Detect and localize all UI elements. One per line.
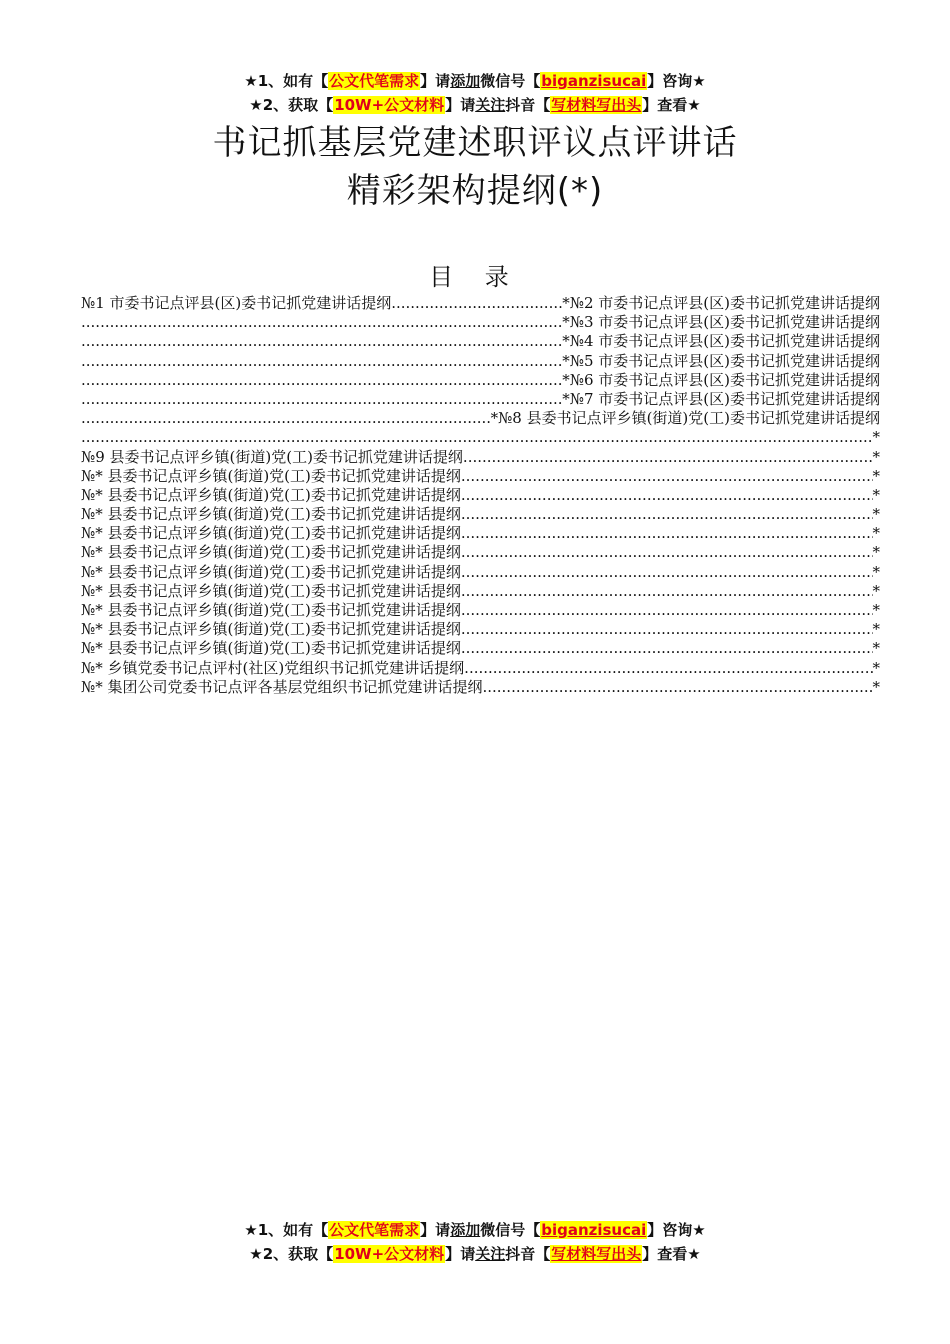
toc-page-number: * <box>872 543 880 562</box>
toc-entry[interactable] <box>81 563 880 582</box>
banner-underlined-text: 关注 <box>475 96 506 114</box>
banner-wechat-id: biganzisucai <box>541 1221 647 1239</box>
bottom-banner <box>0 1218 950 1266</box>
toc-dot-leader <box>81 313 562 332</box>
toc-entry[interactable] <box>81 352 880 371</box>
banner-text: 微信号【 <box>480 72 541 90</box>
toc-entry[interactable] <box>81 601 880 620</box>
toc-dot-leader <box>81 371 562 390</box>
toc-dot-leader <box>461 505 873 524</box>
toc-dot-leader <box>461 620 873 639</box>
banner-line-2 <box>0 93 950 117</box>
banner-text: 】咨询★ <box>647 1221 706 1239</box>
toc-entry[interactable] <box>81 332 880 351</box>
banner-text: ★1、如有【 <box>244 1221 329 1239</box>
banner-wechat-id: biganzisucai <box>541 72 647 90</box>
toc-entry[interactable] <box>81 448 880 467</box>
toc-entry[interactable] <box>81 659 880 678</box>
banner-text: 】请 <box>445 96 476 114</box>
toc-entry-label: №* 县委书记点评乡镇(街道)党(工)委书记抓党建讲话提纲 <box>81 505 461 524</box>
table-of-contents <box>81 294 880 697</box>
toc-entry-label: №7 市委书记点评县(区)委书记抓党建讲话提纲 <box>569 389 880 408</box>
toc-dot-leader <box>482 678 872 697</box>
banner-text: 抖音【 <box>505 96 551 114</box>
toc-entry[interactable] <box>81 428 880 447</box>
banner-highlight: 写材料写出头 <box>551 1245 642 1263</box>
document-title-line-1: 书记抓基层党建述职评议点评讲话 <box>212 123 738 163</box>
banner-text: 】咨询★ <box>647 72 706 90</box>
toc-dot-leader <box>461 639 873 658</box>
toc-page-number: * <box>562 332 570 351</box>
toc-page-number: * <box>872 485 880 504</box>
toc-entry-label: №* 县委书记点评乡镇(街道)党(工)委书记抓党建讲话提纲 <box>81 466 461 485</box>
banner-text: 】查看★ <box>642 96 701 114</box>
toc-page-number: * <box>872 524 880 543</box>
banner-highlight: 公文代笔需求 <box>329 72 420 90</box>
toc-dot-leader <box>461 524 873 543</box>
toc-entry-label: №* 县委书记点评乡镇(街道)党(工)委书记抓党建讲话提纲 <box>81 639 461 658</box>
toc-wrapped-entries <box>81 294 880 448</box>
toc-dot-leader <box>461 582 873 601</box>
toc-entry[interactable] <box>81 294 880 313</box>
toc-entry-label: №* 县委书记点评乡镇(街道)党(工)委书记抓党建讲话提纲 <box>81 562 461 581</box>
banner-text: ★2、获取【 <box>249 1245 334 1263</box>
document-title <box>0 119 950 215</box>
toc-entry-label: №* 乡镇党委书记点评村(社区)党组织书记抓党建讲话提纲 <box>81 658 465 677</box>
top-banner <box>0 69 950 117</box>
toc-heading: 目 录 <box>429 263 521 291</box>
toc-entry-label: №* 县委书记点评乡镇(街道)党(工)委书记抓党建讲话提纲 <box>81 620 461 639</box>
toc-entry[interactable] <box>81 313 880 332</box>
toc-entry[interactable] <box>81 582 880 601</box>
toc-entry-label: №* 集团公司党委书记点评各基层党组织书记抓党建讲话提纲 <box>81 677 483 696</box>
banner-highlight: 公文代笔需求 <box>329 1221 420 1239</box>
toc-entries <box>81 448 880 697</box>
banner-underlined-text: 添加 <box>450 72 481 90</box>
toc-entry-label: №* 县委书记点评乡镇(街道)党(工)委书记抓党建讲话提纲 <box>81 524 461 543</box>
banner-text: ★1、如有【 <box>244 72 329 90</box>
toc-dot-leader <box>461 563 873 582</box>
toc-entry-label: №8 县委书记点评乡镇(街道)党(工)委书记抓党建讲话提纲 <box>498 409 880 428</box>
toc-dot-leader <box>464 659 872 678</box>
toc-dot-leader <box>81 352 562 371</box>
toc-page-number: * <box>872 677 880 696</box>
toc-page-number: * <box>872 447 880 466</box>
toc-page-number: * <box>562 294 570 312</box>
toc-entry[interactable] <box>81 543 880 562</box>
banner-text: 】请 <box>445 1245 476 1263</box>
banner-underlined-text: 关注 <box>475 1245 506 1263</box>
banner-line-1 <box>0 69 950 93</box>
banner-text: ★2、获取【 <box>249 96 334 114</box>
toc-dot-leader <box>81 390 562 409</box>
toc-entry[interactable] <box>81 524 880 543</box>
toc-entry-label: №3 市委书记点评县(区)委书记抓党建讲话提纲 <box>569 313 880 332</box>
toc-entry-label: №5 市委书记点评县(区)委书记抓党建讲话提纲 <box>569 351 880 370</box>
toc-dot-leader <box>81 428 873 447</box>
toc-entry-label: №* 县委书记点评乡镇(街道)党(工)委书记抓党建讲话提纲 <box>81 543 461 562</box>
toc-dot-leader <box>81 409 491 428</box>
document-title-line-2: 精彩架构提纲(*) <box>346 171 604 211</box>
banner-text: 】请 <box>420 1221 451 1239</box>
toc-page-number: * <box>562 389 570 408</box>
toc-entry[interactable] <box>81 390 880 409</box>
toc-page-number: * <box>490 409 499 428</box>
toc-entry-label: №1 市委书记点评县(区)委书记抓党建讲话提纲 <box>81 294 392 312</box>
toc-entry-label: №9 县委书记点评乡镇(街道)党(工)委书记抓党建讲话提纲 <box>81 447 463 466</box>
banner-text: 】查看★ <box>642 1245 701 1263</box>
toc-entry[interactable] <box>81 371 880 390</box>
toc-entry-label: №4 市委书记点评县(区)委书记抓党建讲话提纲 <box>569 332 880 351</box>
toc-page-number: * <box>872 466 880 485</box>
toc-entry[interactable] <box>81 678 880 697</box>
toc-entry-label: №2 市委书记点评县(区)委书记抓党建讲话提纲 <box>569 294 880 312</box>
toc-entry-label: №6 市委书记点评县(区)委书记抓党建讲话提纲 <box>569 370 880 389</box>
toc-dot-leader <box>81 332 562 351</box>
toc-entry[interactable] <box>81 409 880 428</box>
toc-entry-label: №* 县委书记点评乡镇(街道)党(工)委书记抓党建讲话提纲 <box>81 601 461 619</box>
toc-page-number: * <box>562 351 570 370</box>
toc-dot-leader <box>391 294 562 313</box>
toc-dot-leader <box>463 448 873 467</box>
toc-page-number: * <box>562 313 570 332</box>
banner-highlight: 10W+公文材料 <box>334 96 445 114</box>
toc-dot-leader <box>461 543 873 562</box>
banner-highlight: 10W+公文材料 <box>334 1245 445 1263</box>
toc-dot-leader <box>461 486 873 505</box>
banner-underlined-text: 添加 <box>450 1221 481 1239</box>
toc-page-number: * <box>872 620 880 639</box>
banner-text: 微信号【 <box>480 1221 541 1239</box>
banner-highlight: 写材料写出头 <box>551 96 642 114</box>
toc-entry[interactable] <box>81 620 880 639</box>
toc-dot-leader <box>461 601 873 620</box>
toc-entry-label: №* 县委书记点评乡镇(街道)党(工)委书记抓党建讲话提纲 <box>81 485 461 504</box>
toc-page-number: * <box>872 428 880 447</box>
toc-page-number: * <box>872 639 880 658</box>
toc-entry-label: №* 县委书记点评乡镇(街道)党(工)委书记抓党建讲话提纲 <box>81 581 461 600</box>
toc-entry[interactable] <box>81 486 880 505</box>
toc-page-number: * <box>562 370 570 389</box>
banner-line-2 <box>0 1242 950 1266</box>
banner-text: 】请 <box>420 72 451 90</box>
toc-page-number: * <box>872 562 880 581</box>
banner-text: 抖音【 <box>505 1245 551 1263</box>
toc-page-number: * <box>872 601 880 619</box>
toc-page-number: * <box>872 581 880 600</box>
toc-entry[interactable] <box>81 639 880 658</box>
toc-page-number: * <box>872 505 880 524</box>
toc-entry[interactable] <box>81 467 880 486</box>
toc-dot-leader <box>461 467 873 486</box>
toc-page-number: * <box>872 658 880 677</box>
banner-line-1 <box>0 1218 950 1242</box>
toc-entry[interactable] <box>81 505 880 524</box>
